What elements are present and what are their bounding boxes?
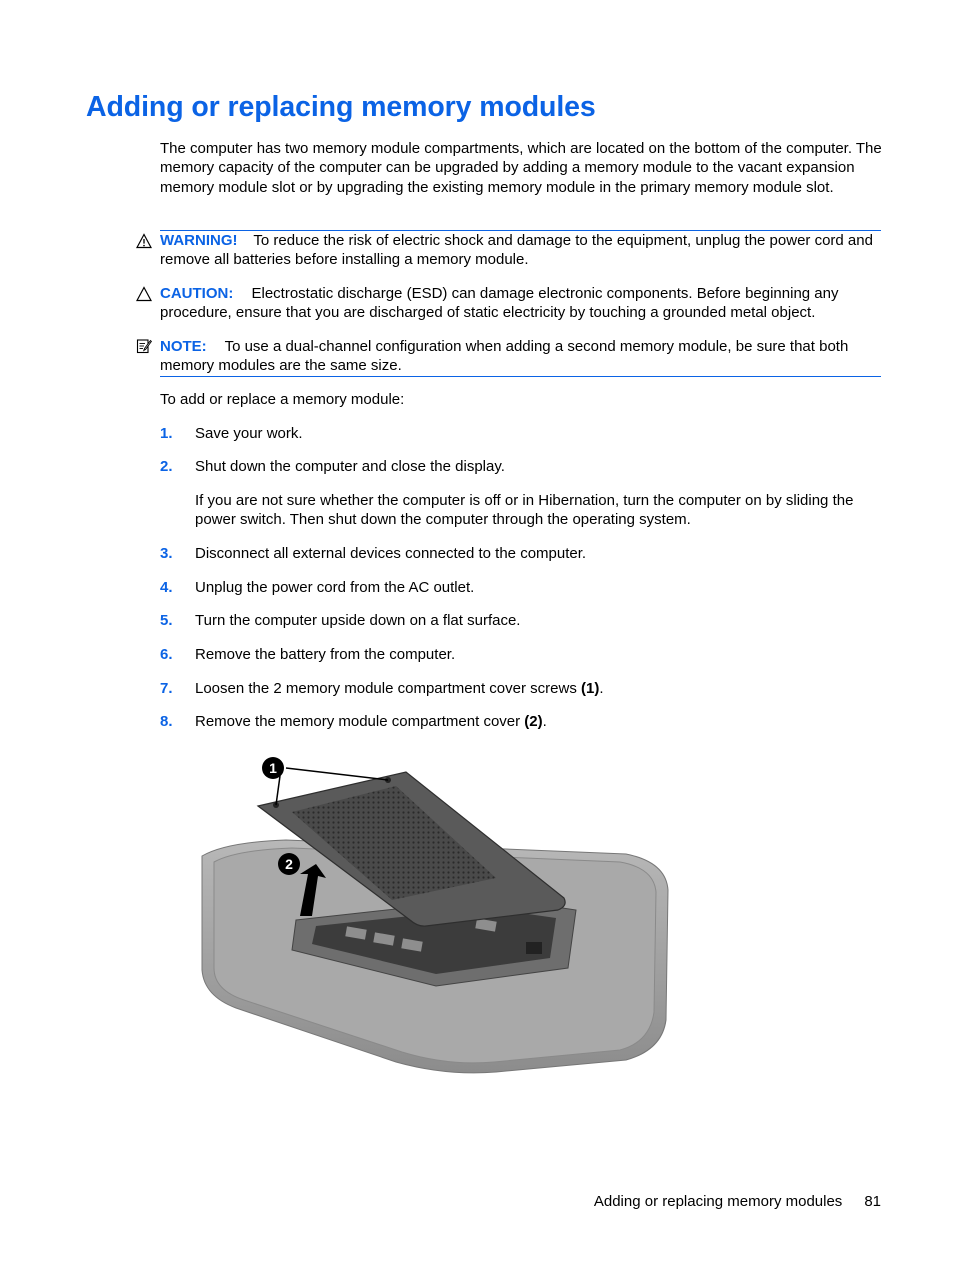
notice-bottom-rule <box>160 376 881 377</box>
warning-triangle-icon <box>136 233 152 249</box>
callout-1-label: 1 <box>269 760 277 776</box>
note-label: NOTE: <box>160 338 207 355</box>
step-text-main: Loosen the 2 memory module compartment cover screws <box>195 680 581 697</box>
note-pad-icon <box>136 338 152 354</box>
step-number: 7. <box>160 680 173 697</box>
intro-paragraph: The computer has two memory module compartments, which are located on the bottom of the computer. The memory capacity of the computer can be upgraded by adding a memory module to the vacant expansion memory module slot or by upgrading the existing memory module in the primary memory module slot. <box>160 140 882 196</box>
step-text-end: . <box>542 713 547 730</box>
step-number: 3. <box>160 545 173 562</box>
step-number: 4. <box>160 579 173 596</box>
page-footer <box>594 1193 881 1210</box>
memory-cover-illustration <box>196 750 676 1080</box>
step-text-main: Remove the memory module compartment cover <box>195 713 525 730</box>
step-number: 1. <box>160 425 173 442</box>
step-number: 2. <box>160 458 173 475</box>
step-text <box>195 712 885 731</box>
step-number: 6. <box>160 646 173 663</box>
step-number: 5. <box>160 612 173 629</box>
caution-triangle-icon <box>136 286 152 302</box>
step-text: Save your work. <box>195 425 303 442</box>
footer-section-title: Adding or replacing memory modules <box>593 1193 843 1210</box>
step-text: Remove the battery from the computer. <box>195 646 456 663</box>
warning-label: WARNING! <box>160 232 238 249</box>
step-2-detail: If you are not sure whether the computer is off or in Hibernation, turn the computer on by sliding the power switch. Then shut down the computer through the operating system. <box>195 492 854 529</box>
callout-reference: (2) <box>524 713 543 730</box>
step-text: Disconnect all external devices connected to the computer. <box>195 545 587 562</box>
caution-notice <box>160 284 882 323</box>
callout-2-label: 2 <box>285 856 293 872</box>
note-notice <box>160 337 882 376</box>
warning-text: To reduce the risk of electric shock and damage to the equipment, unplug the power cord and remove all batteries before installing a memory module. <box>160 232 873 269</box>
step-text: Shut down the computer and close the display. <box>195 458 505 475</box>
page-title: Adding or replacing memory modules <box>86 91 596 123</box>
note-text: To use a dual-channel configuration when adding a second memory module, be sure that both memory modules are the same size. <box>160 338 849 375</box>
callout-1-badge <box>262 757 284 779</box>
callout-reference: (1) <box>581 680 600 697</box>
caution-text: Electrostatic discharge (ESD) can damage electronic components. Before beginning any procedure, ensure that you are discharged of static electricity by touching a grounded metal object. <box>160 285 839 322</box>
caution-label: CAUTION: <box>160 285 234 302</box>
step-text: Unplug the power cord from the AC outlet. <box>195 579 475 596</box>
page-number: 81 <box>864 1193 881 1210</box>
warning-notice <box>160 231 882 270</box>
callout-1-leader <box>286 768 388 780</box>
procedure-lead: To add or replace a memory module: <box>160 391 405 408</box>
step-text-end: . <box>599 680 604 697</box>
step-text: Turn the computer upside down on a flat surface. <box>195 612 521 629</box>
step-text <box>195 679 885 698</box>
callout-2-badge <box>278 853 300 875</box>
step-number: 8. <box>160 713 173 730</box>
